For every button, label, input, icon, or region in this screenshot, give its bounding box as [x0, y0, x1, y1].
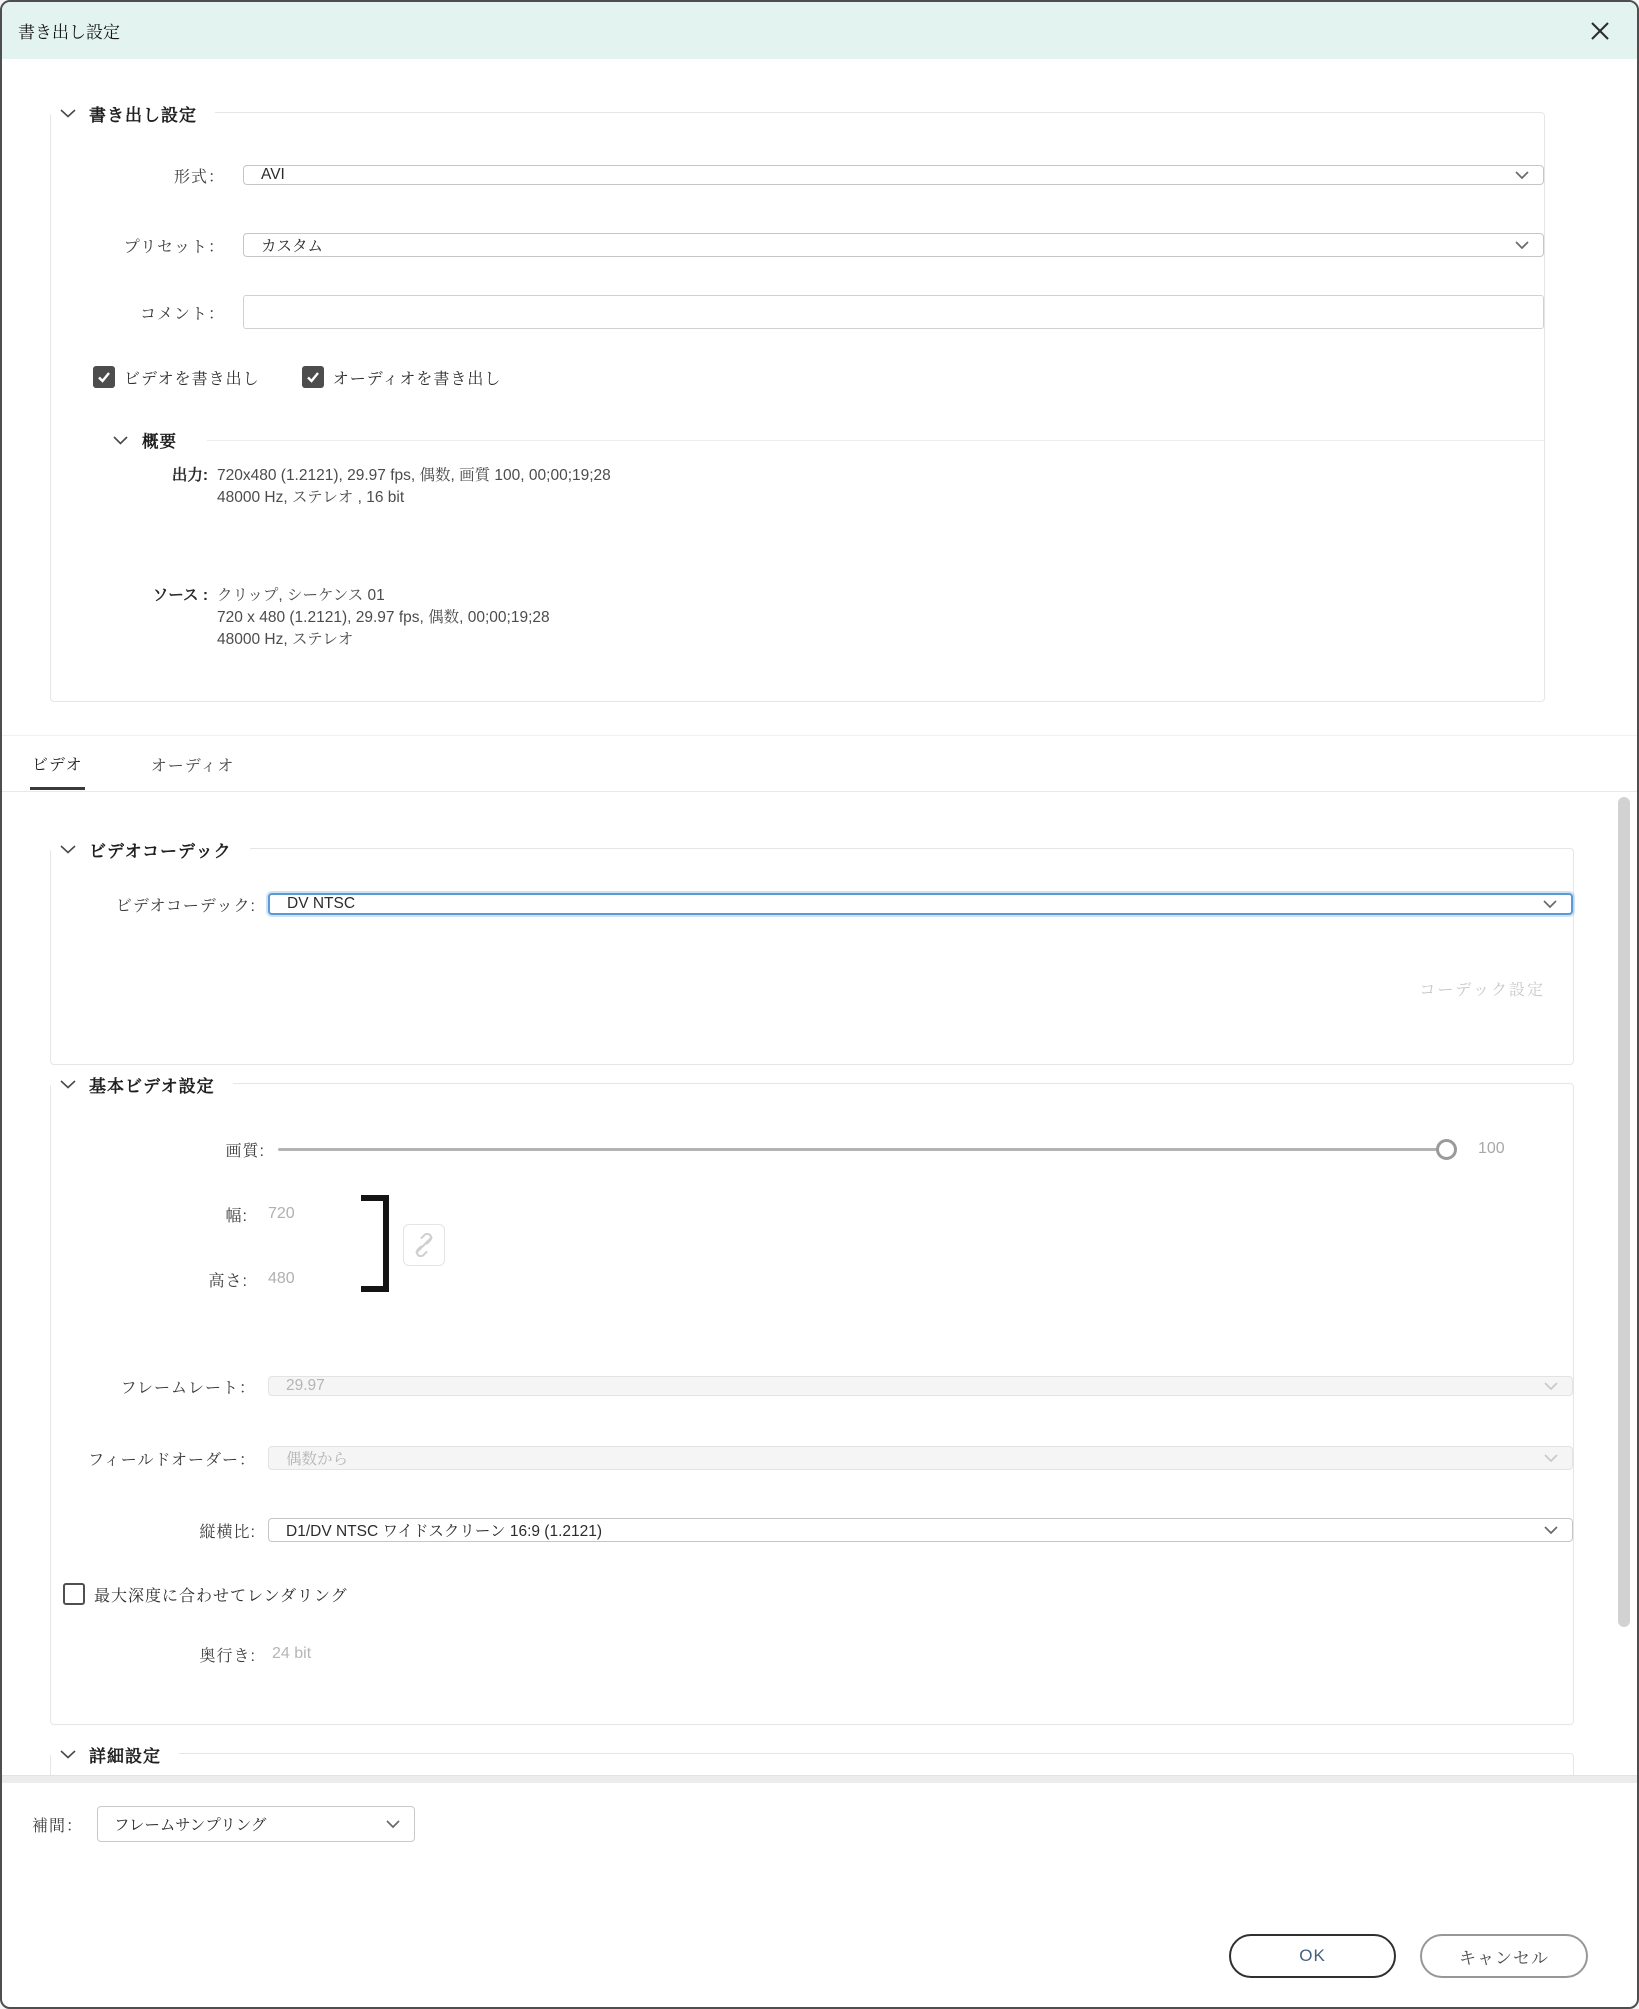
quality-slider[interactable] — [278, 1148, 1448, 1151]
ok-button[interactable]: OK — [1229, 1934, 1396, 1978]
export-video-checkbox[interactable] — [93, 366, 115, 388]
aspect-ratio-label: 縦横比: — [199, 1523, 256, 1541]
chevron-down-icon — [60, 845, 76, 854]
dialog-title: 書き出し設定 — [18, 23, 120, 42]
tab-bar — [2, 736, 1637, 792]
interpolation-label: 補間： — [32, 1817, 84, 1835]
section-export-settings-header[interactable] — [51, 100, 215, 126]
comment-label: コメント： — [139, 305, 225, 323]
export-audio-label: オーディオを書き出し — [332, 370, 502, 388]
depth-label: 奥行き: — [199, 1647, 256, 1665]
cancel-button[interactable]: キャンセル — [1420, 1934, 1588, 1978]
interpolation-select[interactable] — [97, 1806, 415, 1842]
video-codec-value: DV NTSC — [287, 895, 356, 912]
format-label: 形式： — [173, 168, 225, 186]
chevron-down-icon — [1515, 241, 1529, 250]
video-codec-select[interactable] — [268, 893, 1573, 915]
codec-settings-button[interactable]: コーデック設定 — [1419, 977, 1545, 1000]
section-video-codec-header[interactable] — [51, 836, 250, 862]
divider — [207, 440, 1544, 441]
render-max-depth-label: 最大深度に合わせてレンダリング — [94, 1587, 348, 1605]
section-title: 書き出し設定 — [89, 105, 197, 125]
chevron-down-icon — [60, 1080, 76, 1089]
interpolation-value: フレームサンプリング — [114, 1817, 267, 1834]
section-title: 基本ビデオ設定 — [89, 1076, 215, 1096]
chevron-down-icon — [1544, 1526, 1558, 1535]
source-line1: クリップ, シーケンス 01 — [217, 587, 385, 604]
preset-select[interactable] — [243, 233, 1544, 257]
preset-label: プリセット： — [123, 238, 225, 256]
output-line2: 48000 Hz, ステレオ , 16 bit — [217, 489, 405, 506]
fieldorder-label: フィールドオーダー： — [88, 1451, 256, 1469]
width-label: 幅: — [225, 1207, 248, 1225]
divider — [2, 1775, 1637, 1783]
format-select[interactable] — [243, 165, 1544, 185]
chevron-down-icon — [1515, 171, 1529, 180]
quality-label: 画質: — [225, 1142, 265, 1160]
chevron-down-icon — [386, 1820, 400, 1829]
export-video-label: ビデオを書き出し — [124, 370, 260, 388]
summary-section-header[interactable] — [51, 428, 1544, 452]
dialog-titlebar — [2, 2, 1637, 59]
preset-value: カスタム — [261, 238, 324, 255]
video-settings-scroll-area — [2, 793, 1637, 1775]
depth-value: 24 bit — [272, 1645, 312, 1662]
summary-source — [51, 585, 550, 651]
video-codec-label: ビデオコーデック: — [115, 897, 256, 915]
chevron-down-icon — [1544, 1454, 1558, 1463]
section-export-settings — [50, 105, 1545, 702]
summary-title: 概要 — [142, 433, 177, 451]
dimension-link-bracket — [361, 1195, 389, 1292]
framerate-select[interactable] — [268, 1376, 1573, 1396]
section-title: ビデオコーデック — [89, 841, 232, 861]
chevron-down-icon — [60, 1750, 76, 1759]
output-label: 出力: — [171, 467, 208, 484]
source-line2: 720 x 480 (1.2121), 29.97 fps, 偶数, 00;00;19;28 — [217, 609, 550, 626]
section-basic-video-header[interactable] — [51, 1071, 233, 1097]
section-title: 詳細設定 — [89, 1746, 161, 1766]
summary-output — [51, 465, 611, 509]
section-advanced — [50, 1746, 1574, 1775]
aspect-ratio-select[interactable] — [268, 1518, 1573, 1542]
source-label: ソース : — [152, 587, 208, 604]
render-max-depth-checkbox[interactable] — [63, 1583, 85, 1605]
close-icon[interactable] — [1587, 18, 1613, 44]
height-value: 480 — [268, 1270, 295, 1287]
height-label: 高さ: — [208, 1272, 248, 1290]
vertical-scrollbar[interactable] — [1618, 797, 1630, 1627]
source-line3: 48000 Hz, ステレオ — [217, 631, 354, 648]
aspect-ratio-value: D1/DV NTSC ワイドスクリーン 16:9 (1.2121) — [286, 1523, 603, 1540]
fieldorder-select[interactable] — [268, 1446, 1573, 1470]
export-audio-checkbox[interactable] — [302, 366, 324, 388]
section-basic-video — [50, 1076, 1574, 1725]
broken-link-icon — [412, 1233, 436, 1257]
format-value: AVI — [261, 166, 285, 183]
width-value: 720 — [268, 1205, 295, 1222]
framerate-value: 29.97 — [286, 1377, 325, 1394]
tab-video[interactable]: ビデオ — [30, 738, 85, 790]
quality-value: 100 — [1478, 1140, 1505, 1157]
section-video-codec — [50, 841, 1574, 1065]
output-line1: 720x480 (1.2121), 29.97 fps, 偶数, 画質 100, 00;00;19;28 — [217, 467, 611, 484]
section-advanced-header[interactable] — [51, 1741, 179, 1767]
chevron-down-icon — [113, 436, 128, 445]
chevron-down-icon — [1543, 900, 1557, 909]
tab-audio[interactable]: オーディオ — [150, 758, 235, 775]
comment-input[interactable] — [243, 295, 1544, 329]
chevron-down-icon — [60, 109, 76, 118]
chevron-down-icon — [1544, 1382, 1558, 1391]
framerate-label: フレームレート： — [120, 1379, 256, 1397]
unlink-dimensions-button[interactable] — [403, 1224, 445, 1266]
quality-slider-handle[interactable] — [1436, 1139, 1457, 1160]
fieldorder-value: 偶数から — [286, 1451, 349, 1468]
